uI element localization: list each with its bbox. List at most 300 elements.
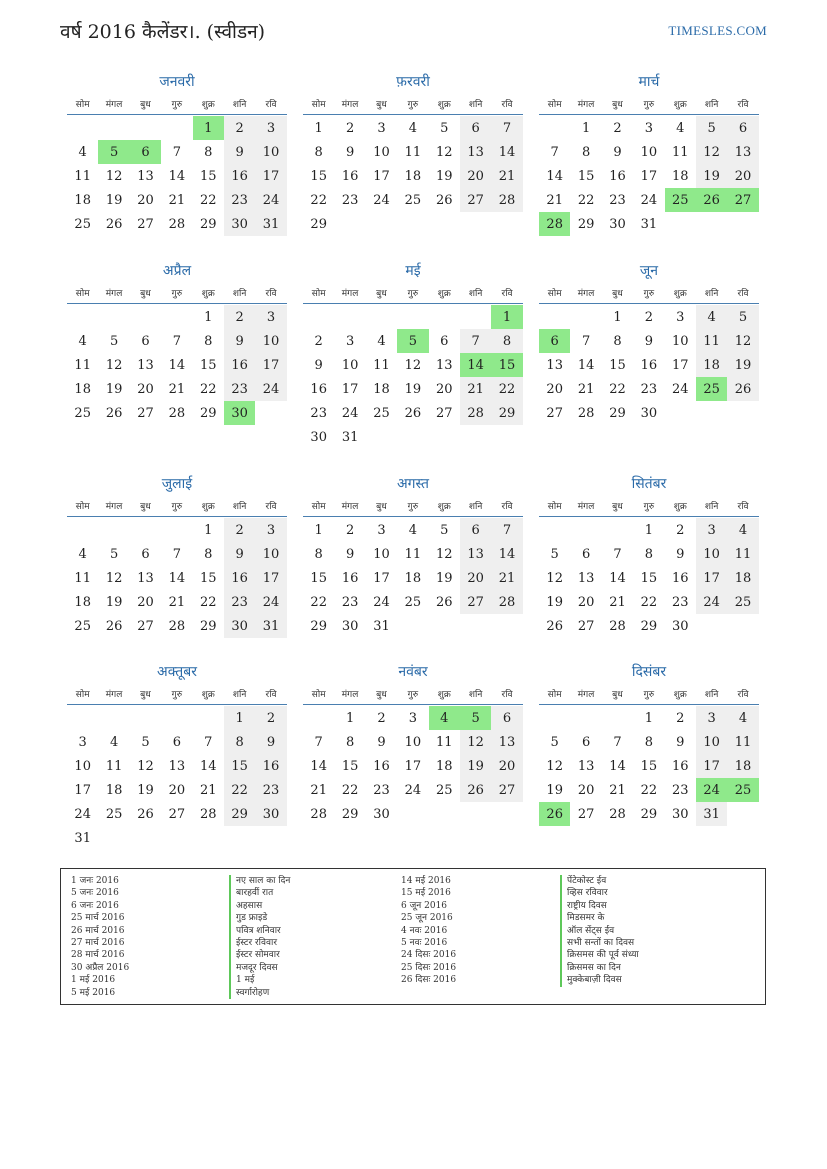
day-cell: 3 [644,120,653,136]
day-cell: 12 [105,570,123,586]
weekday-label: शुक्र [201,288,215,299]
day-cell: 19 [404,381,422,397]
weekday-label: शनि [232,689,247,700]
day-cell: 2 [314,333,323,349]
day-cell: 29 [199,405,217,421]
day-cell: 30 [255,802,286,826]
day-cell: 2 [377,710,386,726]
day-cell: 15 [199,168,217,184]
day-cell: 23 [341,594,359,610]
empty-day-cell [161,305,192,329]
day-cell: 11 [727,542,758,566]
legend-holiday-name: पवित्र शनिवार [229,925,290,937]
weekday-header [67,281,287,304]
day-cell: 19 [105,381,123,397]
day-cell: 19 [696,164,727,188]
legend-holiday-name: क्रिसमस का दिन [560,962,639,974]
day-cell: 30 [224,212,255,236]
empty-day-cell [161,518,192,542]
day-cell: 20 [137,192,154,208]
legend-holiday-name: अहसास [229,900,290,912]
day-cell: 28 [199,806,217,822]
day-cell: 13 [435,357,453,373]
weekday-label: मंगल [105,99,123,110]
weekday-label: गुरु [643,689,655,700]
day-cell: 4 [408,120,417,136]
day-cell: 19 [105,192,123,208]
day-cell: 6 [172,734,181,750]
month-name: फ़रवरी [396,74,430,90]
day-cell: 16 [310,381,327,397]
weekday-label: शनि [232,501,247,512]
day-cell: 10 [255,140,286,164]
day-cell: 11 [404,144,422,160]
day-cell: 3 [377,522,386,538]
weekday-label: सोम [75,99,90,110]
weekday-header [539,92,759,115]
day-cell: 4 [377,333,386,349]
day-cell: 2 [255,706,286,730]
day-cell: 18 [105,782,123,798]
legend-left-names [229,875,290,999]
day-cell: 26 [435,192,453,208]
day-cell: 14 [168,168,186,184]
legend-holiday-date: 5 जनः 2016 [71,888,119,899]
weekday-label: सोम [547,501,562,512]
holiday-day-cell: 27 [727,188,758,212]
day-cell: 21 [491,164,522,188]
day-cell: 13 [137,357,154,373]
month-calendar [303,474,523,638]
day-cell: 16 [640,357,658,373]
weekday-label: रवि [737,501,749,512]
day-cell: 21 [168,381,186,397]
day-cell: 30 [609,216,626,232]
weekday-label: बुध [376,501,387,512]
day-cell: 25 [727,590,758,614]
weekday-label: सोम [547,689,562,700]
day-cell: 27 [460,590,491,614]
weekday-label: शुक्र [437,501,451,512]
empty-day-cell [161,706,192,730]
day-cell: 8 [204,333,213,349]
legend-holiday-name: मजदूर दिवस [229,962,290,974]
weekday-label: शनि [704,99,719,110]
day-cell: 12 [546,570,563,586]
day-cell: 29 [310,618,327,634]
day-cell: 9 [224,542,255,566]
day-cell: 16 [671,570,689,586]
day-cell: 11 [74,357,91,373]
day-cell: 19 [435,168,453,184]
day-cell: 20 [460,566,491,590]
day-cell: 14 [199,758,217,774]
weekday-label: बुध [612,99,623,110]
weekday-label: शनि [232,288,247,299]
weekday-label: शनि [704,501,719,512]
day-cell: 25 [74,405,91,421]
day-cell: 10 [404,734,422,750]
day-cell: 9 [224,140,255,164]
weekday-label: बुध [612,501,623,512]
day-cell: 25 [74,216,91,232]
legend-holiday-name: क्रिसमस की पूर्व संध्या [560,949,639,961]
weekday-label: सोम [75,288,90,299]
month-calendar [539,662,759,826]
day-grid [539,305,759,425]
weekday-header [67,92,287,115]
day-cell: 15 [577,168,595,184]
day-cell: 22 [310,192,327,208]
day-cell: 29 [640,806,658,822]
day-cell: 21 [577,381,595,397]
day-cell: 16 [224,164,255,188]
empty-day-cell [570,518,601,542]
weekday-label: मंगल [105,288,123,299]
weekday-header [539,682,759,705]
day-cell: 8 [644,734,653,750]
day-cell: 11 [105,758,123,774]
day-cell: 3 [78,734,87,750]
day-cell: 18 [404,570,422,586]
day-cell: 30 [640,405,658,421]
holiday-day-cell: 15 [491,353,522,377]
day-cell: 18 [696,353,727,377]
day-grid [303,305,523,449]
day-cell: 13 [460,542,491,566]
empty-day-cell [460,305,491,329]
weekday-label: गुरु [171,501,183,512]
day-cell: 30 [310,429,327,445]
day-cell: 21 [460,377,491,401]
day-cell: 7 [613,546,622,562]
day-cell: 27 [137,618,154,634]
month-calendar [67,261,287,425]
day-cell: 17 [696,754,727,778]
day-cell: 3 [696,706,727,730]
weekday-label: सोम [75,501,90,512]
month-calendar [303,662,523,826]
month-name: मई [405,263,421,279]
day-cell: 22 [341,782,359,798]
day-cell: 15 [199,357,217,373]
day-cell: 17 [341,381,359,397]
day-cell: 23 [224,188,255,212]
day-cell: 15 [199,570,217,586]
day-cell: 4 [727,518,758,542]
day-cell: 28 [609,806,626,822]
day-cell: 28 [168,405,186,421]
legend-holiday-date: 15 मई 2016 [401,888,451,899]
day-cell: 31 [640,216,658,232]
day-cell: 2 [224,518,255,542]
weekday-label: रवि [737,689,749,700]
month-calendar [67,662,287,850]
day-cell: 27 [460,188,491,212]
weekday-label: बुध [140,288,151,299]
weekday-label: रवि [737,288,749,299]
day-cell: 19 [435,570,453,586]
day-cell: 29 [609,405,626,421]
day-cell: 7 [460,329,491,353]
day-grid [67,518,287,638]
day-cell: 16 [609,168,626,184]
day-cell: 17 [696,566,727,590]
day-cell: 10 [373,144,390,160]
day-cell: 1 [644,710,653,726]
holiday-day-cell: 1 [193,116,224,140]
day-cell: 25 [74,618,91,634]
legend-holiday-date: 6 जून 2016 [401,900,448,911]
legend-holiday-date: 1 मई 2016 [71,975,116,986]
holiday-day-cell: 24 [696,778,727,802]
day-cell: 4 [696,305,727,329]
day-cell: 31 [373,618,390,634]
day-cell: 28 [491,188,522,212]
day-cell: 31 [341,429,359,445]
day-cell: 28 [310,806,327,822]
day-cell: 26 [105,216,123,232]
day-cell: 13 [137,570,154,586]
day-cell: 26 [546,618,563,634]
weekday-label: बुध [140,689,151,700]
legend-holiday-date: 5 मई 2016 [71,987,116,998]
day-cell: 25 [435,782,453,798]
day-cell: 23 [224,377,255,401]
day-cell: 8 [644,546,653,562]
weekday-label: गुरु [171,288,183,299]
weekday-label: गुरु [407,99,419,110]
month-calendar [539,474,759,638]
day-cell: 30 [224,614,255,638]
empty-day-cell [366,305,397,329]
day-cell: 6 [141,546,150,562]
weekday-label: गुरु [171,689,183,700]
weekday-label: शुक्र [437,689,451,700]
empty-day-cell [130,116,161,140]
day-cell: 5 [550,546,559,562]
day-cell: 12 [696,140,727,164]
day-cell: 24 [373,594,390,610]
day-cell: 24 [640,192,658,208]
day-cell: 15 [310,570,327,586]
weekday-label: रवि [265,501,277,512]
weekday-label: बुध [140,99,151,110]
month-calendar [67,72,287,236]
day-cell: 27 [137,216,154,232]
day-cell: 1 [613,309,622,325]
day-cell: 7 [550,144,559,160]
empty-day-cell [602,706,633,730]
weekday-label: बुध [376,689,387,700]
day-cell: 24 [373,192,390,208]
day-cell: 18 [727,566,758,590]
month-calendar [539,261,759,425]
weekday-label: मंगल [341,288,359,299]
month-name: जुलाई [161,476,193,492]
empty-day-cell [539,116,570,140]
day-cell: 15 [310,168,327,184]
day-cell: 25 [373,405,390,421]
day-cell: 3 [377,120,386,136]
empty-day-cell [397,305,428,329]
day-cell: 5 [141,734,150,750]
page-title: वर्ष 2016 कैलेंडर।. (स्वीडन) [60,21,266,43]
day-cell: 28 [168,618,186,634]
day-cell: 2 [676,522,685,538]
day-cell: 22 [491,377,522,401]
day-grid [67,706,287,850]
empty-day-cell [303,706,334,730]
day-cell: 17 [255,566,286,590]
day-cell: 30 [671,618,689,634]
day-cell: 13 [491,730,522,754]
holiday-legend [60,868,766,1005]
day-cell: 22 [224,778,255,802]
empty-day-cell [570,706,601,730]
day-cell: 20 [577,594,595,610]
day-cell: 27 [577,618,595,634]
weekday-label: सोम [75,689,90,700]
day-cell: 8 [581,144,591,160]
weekday-label: शनि [468,501,483,512]
month-name: जनवरी [159,74,195,90]
day-cell: 4 [78,144,87,160]
day-cell: 8 [613,333,622,349]
day-cell: 1 [644,522,653,538]
day-grid [539,706,759,826]
day-cell: 14 [491,542,522,566]
day-cell: 16 [671,758,689,774]
day-cell: 3 [255,305,286,329]
empty-day-cell [67,116,98,140]
day-cell: 1 [224,706,255,730]
day-cell: 17 [255,164,286,188]
day-cell: 18 [74,594,91,610]
day-cell: 26 [435,594,453,610]
day-cell: 3 [696,518,727,542]
weekday-label: बुध [376,99,387,110]
legend-holiday-date: 6 जनः 2016 [71,900,119,911]
day-cell: 29 [341,806,359,822]
empty-day-cell [161,116,192,140]
empty-day-cell [67,305,98,329]
day-cell: 10 [696,542,727,566]
day-cell: 5 [109,333,119,349]
day-cell: 23 [373,782,390,798]
day-cell: 24 [255,188,286,212]
day-cell: 8 [491,329,522,353]
weekday-header [303,281,523,304]
day-grid [303,706,523,826]
empty-day-cell [570,305,601,329]
day-cell: 13 [546,357,563,373]
day-cell: 9 [377,734,386,750]
day-cell: 10 [255,542,286,566]
day-cell: 12 [435,546,453,562]
holiday-day-cell: 6 [539,329,570,353]
day-cell: 13 [577,758,595,774]
weekday-label: मंगल [577,689,595,700]
legend-holiday-name: पेंटेकोस्ट ईव [560,875,639,887]
day-cell: 4 [78,546,87,562]
day-cell: 24 [671,381,689,397]
day-cell: 6 [440,333,449,349]
day-cell: 15 [640,758,658,774]
day-cell: 1 [345,710,355,726]
day-cell: 5 [109,546,119,562]
day-cell: 10 [696,730,727,754]
day-cell: 16 [341,570,359,586]
day-grid [67,305,287,425]
weekday-label: मंगल [105,501,123,512]
legend-holiday-date: 25 दिसः 2016 [401,962,457,973]
weekday-label: मंगल [341,501,359,512]
empty-day-cell [539,518,570,542]
day-cell: 2 [224,116,255,140]
weekday-label: शुक्र [201,501,215,512]
weekday-label: शुक्र [437,99,451,110]
weekday-label: शनि [468,689,483,700]
legend-holiday-name: नए साल का दिन [229,875,290,887]
weekday-label: सोम [547,288,562,299]
month-name: अगस्त [396,476,429,492]
day-cell: 19 [546,782,563,798]
legend-right-names [560,875,639,987]
day-cell: 10 [640,144,658,160]
empty-day-cell [334,305,365,329]
weekday-label: शुक्र [673,689,687,700]
day-cell: 23 [671,594,689,610]
day-cell: 6 [727,116,758,140]
day-cell: 23 [310,405,327,421]
weekday-header [303,494,523,517]
day-cell: 31 [255,614,286,638]
day-cell: 6 [491,706,522,730]
day-cell: 26 [727,377,758,401]
legend-holiday-name: मुक्केबाज़ी दिवस [560,974,639,986]
weekday-label: सोम [547,99,562,110]
day-cell: 9 [255,730,286,754]
day-cell: 27 [491,778,522,802]
legend-holiday-date: 26 मार्च 2016 [71,925,125,936]
weekday-label: मंगल [341,689,359,700]
weekday-label: मंगल [341,99,359,110]
day-cell: 23 [609,192,626,208]
day-cell: 25 [105,806,123,822]
weekday-label: मंगल [577,99,595,110]
day-cell: 20 [491,754,522,778]
holiday-day-cell: 6 [130,140,161,164]
day-cell: 29 [310,216,327,232]
day-cell: 23 [224,590,255,614]
day-cell: 24 [341,405,359,421]
day-cell: 14 [609,570,626,586]
day-grid [539,518,759,638]
day-cell: 20 [460,164,491,188]
day-cell: 7 [581,333,591,349]
holiday-day-cell: 25 [727,778,758,802]
day-cell: 12 [435,144,453,160]
month-name: नवंबर [398,664,428,680]
day-cell: 14 [168,570,186,586]
weekday-label: शुक्र [673,501,687,512]
weekday-header [539,281,759,304]
brand-link[interactable]: TIMESLES.COM [668,23,767,38]
weekday-label: रवि [501,99,513,110]
holiday-day-cell: 28 [539,212,570,236]
month-name: जून [639,263,659,279]
